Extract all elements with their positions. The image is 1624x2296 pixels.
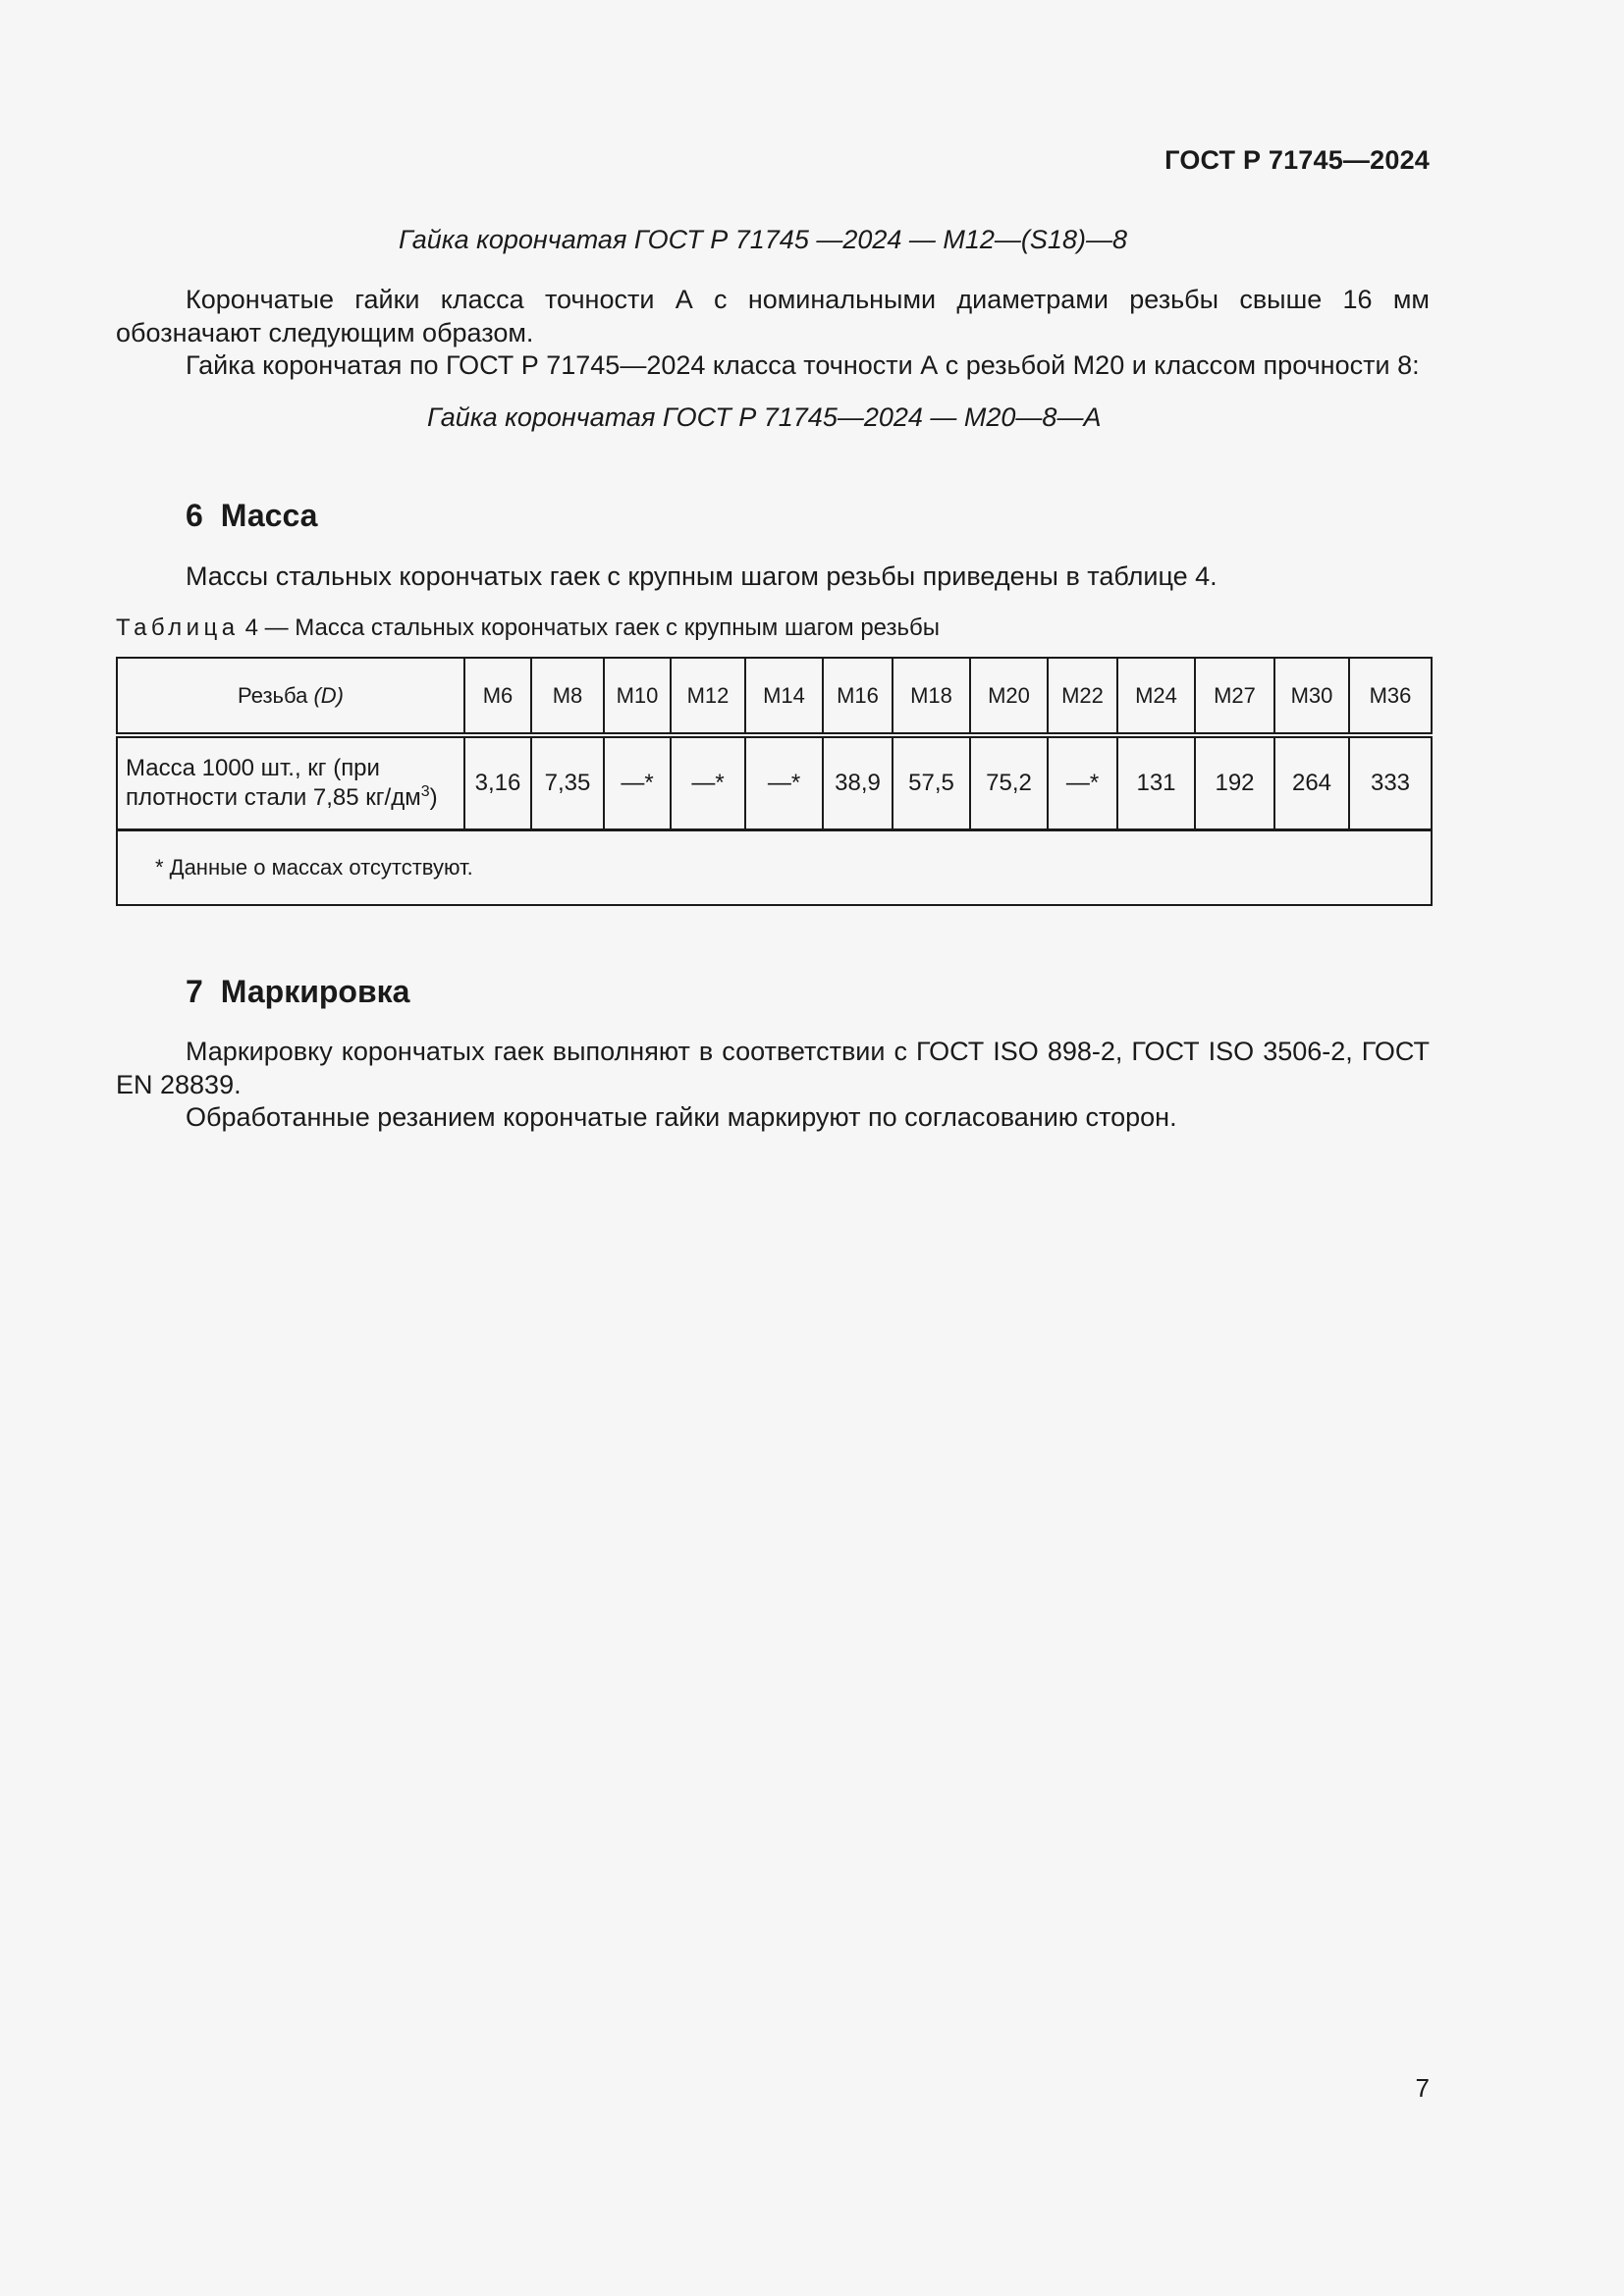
section-title: Маркировка bbox=[220, 974, 410, 1009]
table-cell: 264 bbox=[1274, 735, 1349, 830]
paragraph-designation-m20: Гайка корончатая по ГОСТ Р 71745—2024 класса точности А с резьбой М20 и классом прочности 8: bbox=[186, 350, 1420, 380]
designation-example-m12: Гайка корончатая ГОСТ Р 71745 —2024 — М12—(S18)—8 bbox=[399, 225, 1127, 254]
paragraph-designation-intro: Корончатые гайки класса точности А с номинальными диаметрами резьбы свыше 16 мм обозначают следующим образом. bbox=[116, 285, 1430, 347]
document-number-header: ГОСТ Р 71745—2024 bbox=[1164, 145, 1430, 175]
table-header-cell: М18 bbox=[893, 658, 970, 735]
table-header-cell: М36 bbox=[1349, 658, 1432, 735]
table-cell: —* bbox=[671, 735, 745, 830]
table-header-cell: М22 bbox=[1048, 658, 1117, 735]
table-header-cell: М20 bbox=[970, 658, 1048, 735]
table-header-row bbox=[117, 658, 1432, 735]
table-header-cell: М16 bbox=[823, 658, 893, 735]
table-row-label: Масса 1000 шт., кг (при плотности стали 7,85 $кг/дм^3$) bbox=[117, 735, 464, 830]
table-cell: —* bbox=[604, 735, 671, 830]
table-cell: 38,9 bbox=[823, 735, 893, 830]
section-heading-mass bbox=[186, 498, 317, 534]
table-caption-label: Таблица bbox=[116, 614, 240, 641]
table-header-cell: М8 bbox=[531, 658, 604, 735]
table-header-cell: М27 bbox=[1195, 658, 1274, 735]
table-cell: 3,16 bbox=[464, 735, 531, 830]
table-cell: 192 bbox=[1195, 735, 1274, 830]
table-cell: 57,5 bbox=[893, 735, 970, 830]
paragraph-marking-machined: Обработанные резанием корончатые гайки маркируют по согласованию сторон. bbox=[186, 1102, 1177, 1132]
table-header-cell: М30 bbox=[1274, 658, 1349, 735]
section-number: 7 bbox=[186, 974, 203, 1009]
table-cell: 7,35 bbox=[531, 735, 604, 830]
page-number: 7 bbox=[1415, 2073, 1430, 2103]
table-cell: 131 bbox=[1117, 735, 1195, 830]
paragraph-marking-standards: Маркировку корончатых гаек выполняют в соответствии с ГОСТ ISO 898-2, ГОСТ ISO 3506-2, ГОСТ EN 28839. bbox=[116, 1037, 1430, 1099]
table-cell: 333 bbox=[1349, 735, 1432, 830]
table-caption-text: 4 — Масса стальных корончатых гаек с крупным шагом резьбы bbox=[244, 614, 940, 641]
table-header-cell: М24 bbox=[1117, 658, 1195, 735]
table-header-thread: Резьба (D) bbox=[117, 658, 464, 735]
table-footnote-row bbox=[117, 830, 1432, 906]
table-cell: 75,2 bbox=[970, 735, 1048, 830]
table-cell: —* bbox=[745, 735, 823, 830]
designation-example-m20: Гайка корончатая ГОСТ Р 71745—2024 — М20—8—А bbox=[427, 402, 1102, 432]
table-row-mass bbox=[117, 735, 1432, 830]
table-header-cell: М6 bbox=[464, 658, 531, 735]
table-footnote: * Данные о массах отсутствуют. bbox=[117, 830, 1432, 906]
section-heading-marking bbox=[186, 974, 409, 1010]
section-number: 6 bbox=[186, 498, 203, 533]
table-header-cell: М10 bbox=[604, 658, 671, 735]
table-header-cell: М12 bbox=[671, 658, 745, 735]
table-cell: —* bbox=[1048, 735, 1117, 830]
table-header-cell: М14 bbox=[745, 658, 823, 735]
table-caption bbox=[116, 614, 940, 642]
paragraph-mass-intro: Массы стальных корончатых гаек с крупным шагом резьбы приведены в таблице 4. bbox=[186, 561, 1218, 591]
mass-table bbox=[116, 657, 1433, 906]
section-title: Масса bbox=[220, 498, 318, 533]
